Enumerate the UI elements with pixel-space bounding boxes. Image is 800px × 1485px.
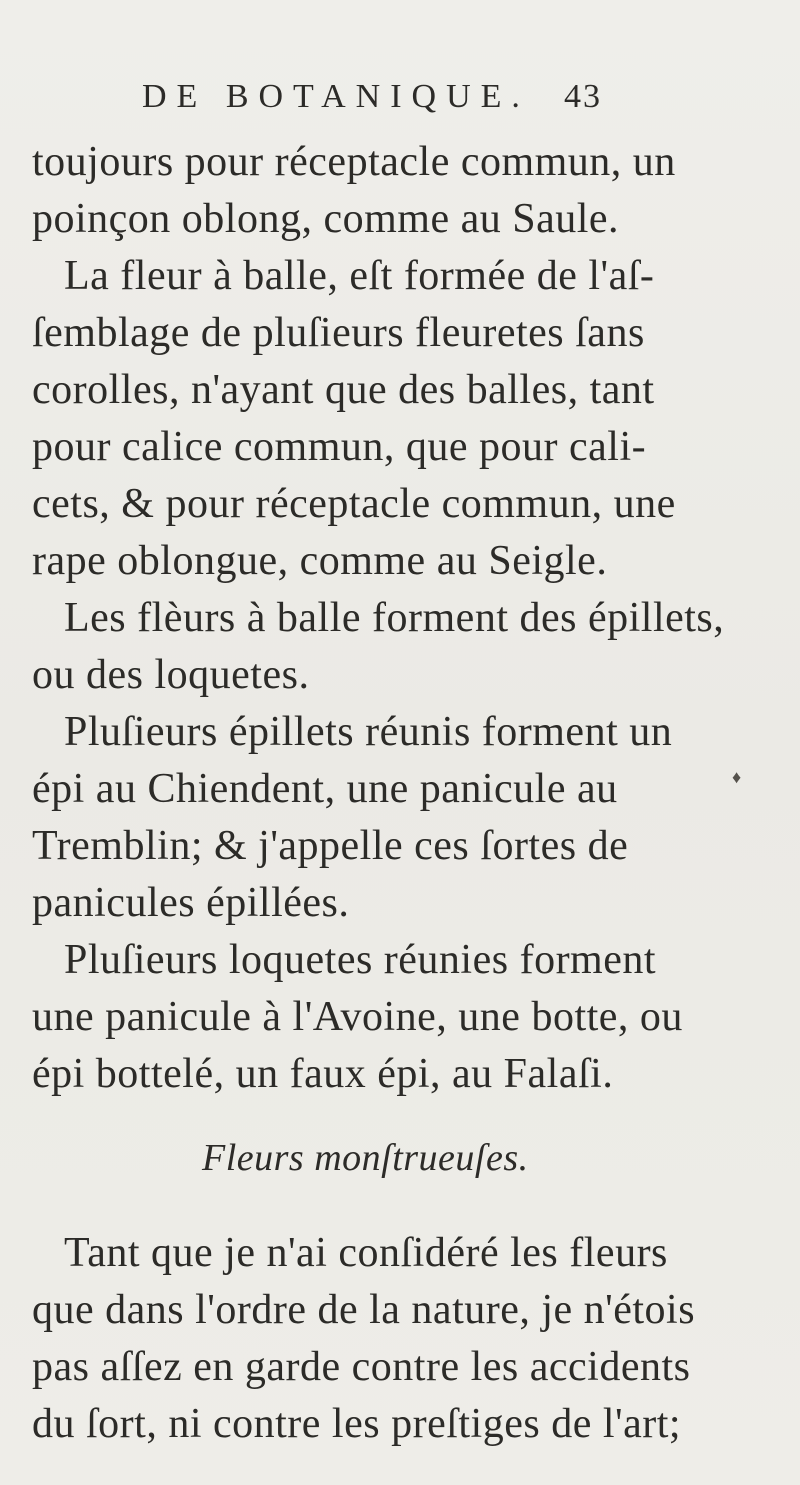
paragraph-start: La fleur à balle, eſt formée de l'aſ- xyxy=(64,253,655,299)
text-line: poinçon oblong, comme au Saule. xyxy=(32,196,620,242)
text-line: du ſort, ni contre les preſtiges de l'art; xyxy=(32,1401,682,1447)
text-line: épi au Chiendent, une panicule au xyxy=(32,766,618,812)
text-line: rape oblongue, comme au Seigle. xyxy=(32,538,608,584)
page-number: 43 xyxy=(564,78,602,115)
paragraph-start: Tant que je n'ai conſidéré les fleurs xyxy=(64,1230,668,1276)
text-line: cets, & pour réceptacle commun, une xyxy=(32,481,676,527)
margin-mark: ♦ xyxy=(732,767,742,787)
paragraph-start: Les flèurs à balle forment des épillets, xyxy=(64,595,725,641)
text-line: panicules épillées. xyxy=(32,880,350,926)
text-line: Tremblin; & j'appelle ces ſortes de xyxy=(32,823,629,869)
text-line: corolles, n'ayant que des balles, tant xyxy=(32,367,655,413)
text-line: que dans l'ordre de la nature, je n'étois xyxy=(32,1287,696,1333)
text-line: pour calice commun, que pour cali- xyxy=(32,424,647,470)
header-title: DE BOTANIQUE. xyxy=(142,78,530,115)
text-line: une panicule à l'Avoine, une botte, ou xyxy=(32,994,683,1040)
section-heading: Fleurs monſtrueuſes. xyxy=(202,1137,529,1179)
paragraph-start: Pluſieurs épillets réunis forment un xyxy=(64,709,673,755)
text-line: toujours pour réceptacle commun, un xyxy=(32,139,676,185)
paragraph-start: Pluſieurs loquetes réunies forment xyxy=(64,937,657,983)
text-line: ſemblage de pluſieurs fleuretes ſans xyxy=(32,310,645,356)
text-line: pas aſſez en garde contre les accidents xyxy=(32,1344,691,1390)
text-line: ou des loquetes. xyxy=(32,652,310,698)
text-line: épi bottelé, un faux épi, au Falaſi. xyxy=(32,1051,614,1097)
running-header xyxy=(142,78,602,128)
